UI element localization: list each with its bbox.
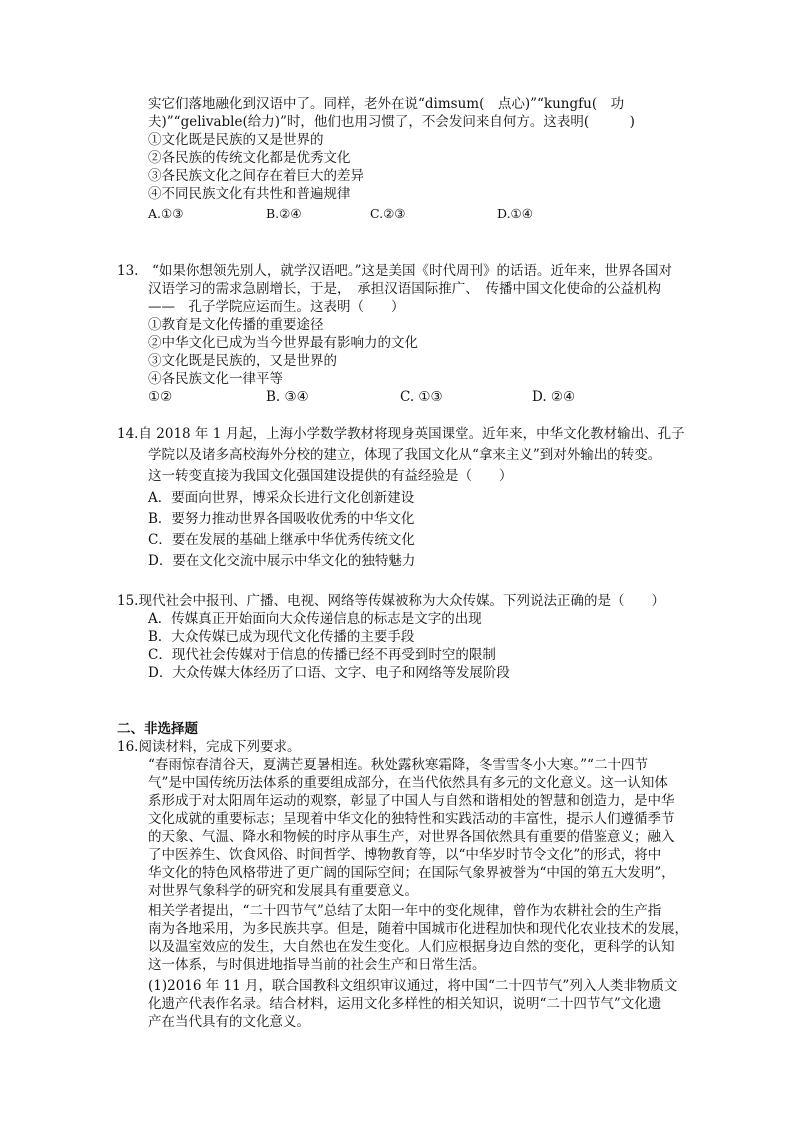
q13-stem-line: 13. “如果你想领先别人，就学汉语吧。”这是美国《时代周刊》的话语。近年来，世界各国对 [117,263,673,279]
q14-option-a: A．要面向世界，博采众长进行文化创新建设 [148,490,415,506]
q12-statement: ④不同民族文化有共性和普遍规律 [148,186,351,202]
q16-material-line: 南为各地采用，为多民族共享。但是，随着中国城市化进程加快和现代化农业技术的发展， [148,921,688,937]
q13-statement: ①教育是文化传播的重要途径 [148,317,324,333]
q12-stem-line: 实它们落地融化到汉语中了。同样，老外在说“dimsum( 点心)”“kungfu( 功 [148,96,625,112]
q13-statement: ③文化既是民族的，又是世界的 [148,353,337,369]
q16-subquestion-line: (1)2016 年 11 月，联合国教科文组织审议通过，将中国“二十四节气”列入人类非物质文 [148,978,678,994]
q12-option-a: A.①③ [148,206,184,221]
q15-option-c: C．现代社会传媒对于信息的传播已经不再受到时空的限制 [148,647,496,663]
q13-statement: ④各民族文化一律平等 [148,371,283,387]
q12-stem-line: 夫)”“gelivable(给力)”时，他们也用习惯了，不会发问来自何方。这表明( ) [148,114,635,130]
section-heading: 二、非选择题 [117,721,198,737]
q13-option-c: C. ①③ [400,389,443,405]
q12-option-d: D.①④ [497,206,533,221]
q13-option-b: B. ③④ [266,389,309,405]
q13-option-d: D. ②④ [532,389,576,405]
q16-material-line: 系形成于对太阳周年运动的观察，彰显了中国人与自然和谐相处的智慧和创造力，是中华 [148,793,675,809]
q16-material-line: 华文化的特色风格带进了更广阔的国际空间；在国际气象界被誉为“中国的第五大发明”， [148,865,675,881]
q13-statement: ②中华文化已成为当今世界最有影响力的文化 [148,335,418,351]
q14-stem-line: 14.自 2018 年 1 月起，上海小学数学教材将现身英国课堂。近年来，中华文化教材输出、孔子 [117,426,685,442]
q16-material-line: 对世界气象科学的研究和发展具有重要意义。 [148,883,418,899]
q13-stem-line: 汉语学习的需求急剧增长，于是， 承担汉语国际推广、 传播中国文化使命的公益机构 [148,281,661,297]
q16-material-line: 以及温室效应的发生，大自然也在发生变化。人们应根据身边自然的变化，更科学的认知 [148,939,675,955]
q16-material-line: 气”是中国传统历法体系的重要组成部分，在当代依然具有多元的文化意义。这一认知体 [148,775,668,791]
q14-option-d: D．要在文化交流中展示中华文化的独特魅力 [148,553,416,569]
q16-material-line: 了中医养生、饮食风俗、时间哲学、博物教育等，以“中华岁时节令文化”的形式，将中 [148,847,662,863]
q16-subquestion-line: 化遗产代表作名录。结合材料，运用文化多样性的相关知识，说明“二十四节气”文化遗 [148,996,662,1012]
q14-stem-line: 学院以及诸多高校海外分校的建立，体现了我国文化从“拿来主义”到对外输出的转变。 [148,447,662,463]
q16-intro: 16.阅读材料，完成下列要求。 [117,739,301,755]
q16-material-line: 这一体系，与时俱进地指导当前的社会生产和日常生活。 [148,957,486,973]
q16-material-line: 文化成就的重要标志；呈现着中华文化的独特性和实践活动的丰富性，提示人们遵循季节 [148,811,675,827]
q16-material-line: “春雨惊春清谷天，夏满芒夏暑相连。秋处露秋寒霜降，冬雪雪冬小大寒。”“二十四节 [148,757,648,773]
q16-subquestion-line: 产在当代具有的文化意义。 [148,1014,310,1030]
q15-option-a: A．传媒真正开始面向大众传递信息的标志是文字的出现 [148,611,482,627]
q16-material-line: 的天象、气温、降水和物候的时序从事生产，对世界各国依然具有重要的借鉴意义；融入 [148,829,675,845]
q12-option-b: B.②④ [266,206,302,221]
q16-material-line: 相关学者提出，“二十四节气”总结了太阳一年中的变化规律，曾作为农耕社会的生产指 [148,903,662,919]
q15-stem-line: 15.现代社会中报刊、广播、电视、网络等传媒被称为大众传媒。下列说法正确的是（ ） [117,593,665,609]
q12-statement: ①文化既是民族的又是世界的 [148,132,324,148]
q13-option-a: ①② [148,389,173,405]
q14-option-b: B．要努力推动世界各国吸收优秀的中华文化 [148,511,415,527]
q14-stem-line: 这一转变直接为我国文化强国建设提供的有益经验是（ ） [148,468,513,484]
q13-stem-line: —— 孔子学院应运而生。这表明（ ） [148,299,405,315]
q12-statement: ②各民族的传统文化都是优秀文化 [148,150,351,166]
q12-option-c: C.②③ [370,206,406,221]
q15-option-b: B．大众传媒已成为现代文化传播的主要手段 [148,629,415,645]
q15-option-d: D．大众传媒大体经历了口语、文字、电子和网络等发展阶段 [148,665,510,681]
q12-statement: ③各民族文化之间存在着巨大的差异 [148,168,364,184]
q14-option-c: C．要在发展的基础上继承中华优秀传统文化 [148,532,415,548]
